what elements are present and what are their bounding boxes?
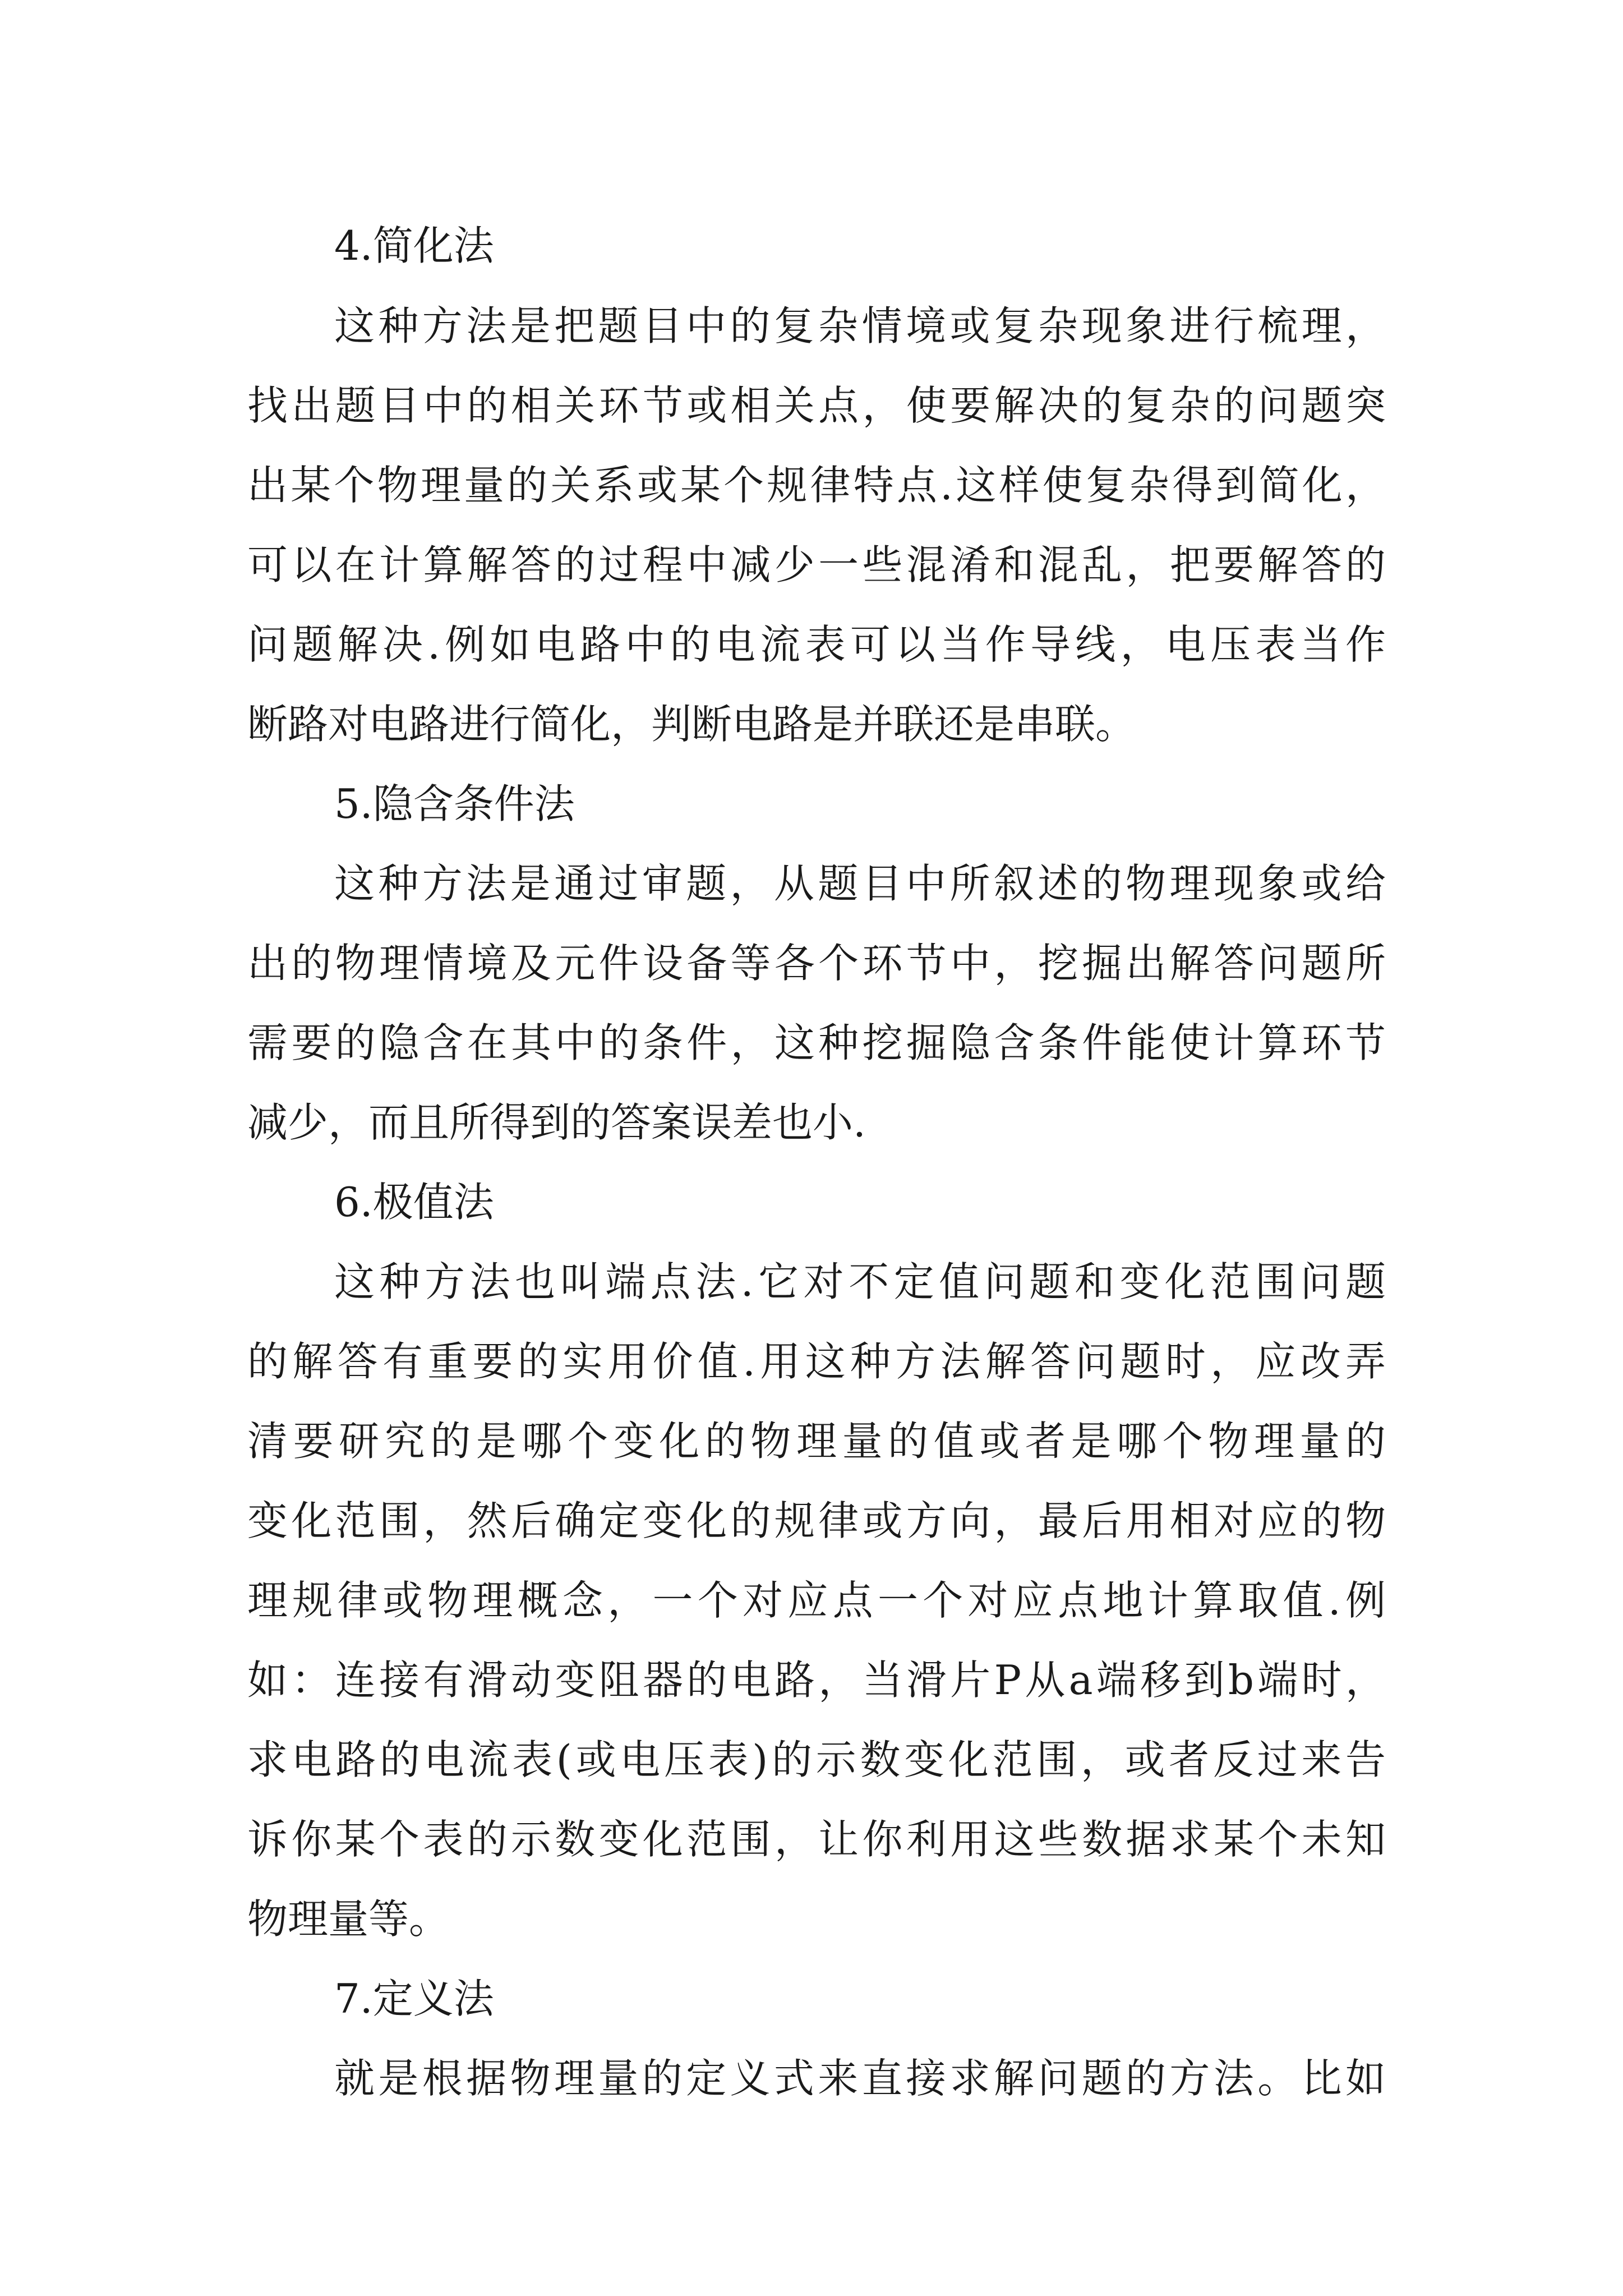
- paragraph-line: 问题解决.例如电路中的电流表可以当作导线，电压表当作: [247, 621, 1386, 668]
- paragraph-line: 这种方法也叫端点法.它对不定值问题和变化范围问题: [334, 1258, 1386, 1305]
- paragraph-line: 出的物理情境及元件设备等各个环节中，挖掘出解答问题所: [247, 940, 1386, 987]
- paragraph-line: 这种方法是把题目中的复杂情境或复杂现象进行梳理，: [334, 302, 1386, 349]
- paragraph-line: 清要研究的是哪个变化的物理量的值或者是哪个物理量的: [247, 1418, 1386, 1465]
- section-heading: 4.简化法: [334, 222, 494, 269]
- section-heading: 5.隐含条件法: [334, 780, 575, 827]
- section-heading: 7.定义法: [334, 1975, 494, 2022]
- paragraph-line: 理规律或物理概念，一个对应点一个对应点地计算取值.例: [247, 1577, 1386, 1624]
- paragraph-line: 如：连接有滑动变阻器的电路，当滑片P从a端移到b端时，: [247, 1657, 1386, 1704]
- paragraph-line: 断路对电路进行简化，判断电路是并联还是串联。: [247, 701, 1136, 748]
- paragraph-line: 找出题目中的相关环节或相关点，使要解决的复杂的问题突: [247, 382, 1386, 429]
- paragraph-line: 减少，而且所得到的答案误差也小.: [247, 1099, 866, 1146]
- paragraph-line: 求电路的电流表(或电压表)的示数变化范围，或者反过来告: [247, 1736, 1386, 1783]
- section-heading: 6.极值法: [334, 1179, 494, 1226]
- paragraph-line: 就是根据物理量的定义式来直接求解问题的方法。比如: [334, 2055, 1386, 2102]
- paragraph-line: 可以在计算解答的过程中减少一些混淆和混乱，把要解答的: [247, 541, 1386, 588]
- paragraph-line: 物理量等。: [247, 1895, 450, 1943]
- paragraph-line: 这种方法是通过审题，从题目中所叙述的物理现象或给: [334, 860, 1386, 907]
- paragraph-line: 出某个物理量的关系或某个规律特点.这样使复杂得到简化，: [247, 462, 1386, 509]
- paragraph-line: 需要的隐含在其中的条件，这种挖掘隐含条件能使计算环节: [247, 1019, 1386, 1066]
- paragraph-line: 变化范围，然后确定变化的规律或方向，最后用相对应的物: [247, 1497, 1386, 1544]
- paragraph-line: 诉你某个表的示数变化范围，让你利用这些数据求某个未知: [247, 1816, 1386, 1863]
- paragraph-line: 的解答有重要的实用价值.用这种方法解答问题时，应改弄: [247, 1338, 1386, 1385]
